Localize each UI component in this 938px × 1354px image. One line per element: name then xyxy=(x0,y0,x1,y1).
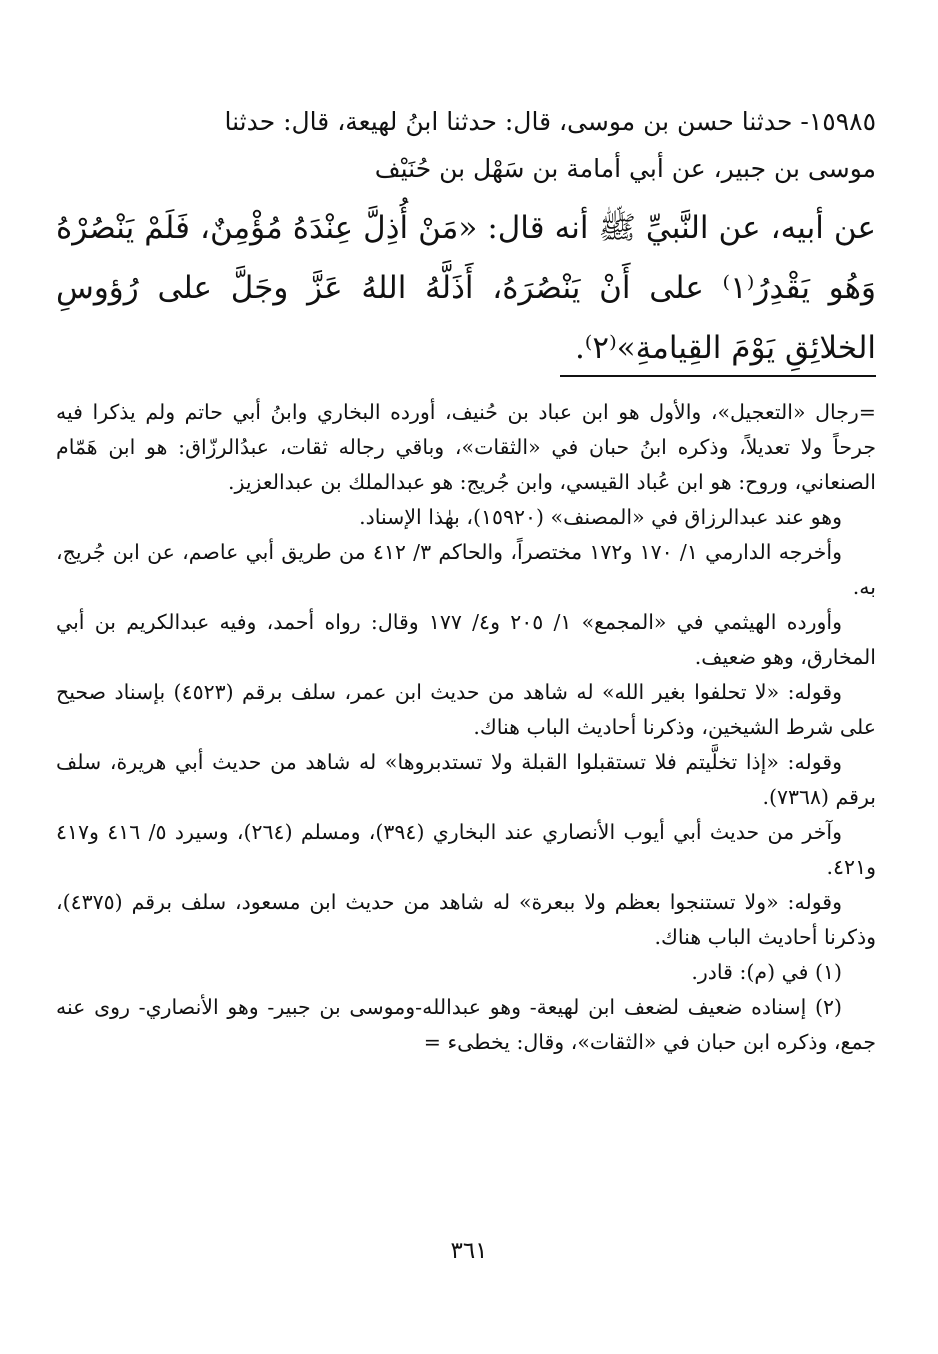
matn-text: عن أبيه، عن النَّبيِّ ﷺ أنه قال: «مَنْ أُذِلَّ عِنْدَهُ مُؤْمِنٌ، فَلَمْ يَنْصُرْهُ وَهُو يَقْدِرُ⁽١⁾ على أَنْ يَنْصُرَهُ، أَذَلَّهُ اللهُ عَزَّ وجَلَّ على رُؤوسِ الخلائِقِ يَوْمَ القِيامةِ»⁽٢⁾. xyxy=(56,210,876,366)
isnad-line-1: ١٥٩٨٥- حدثنا حسن بن موسى، قال: حدثنا ابنُ لهيعة، قال: حدثنا xyxy=(224,107,876,136)
footnote-paragraph: وآخر من حديث أبي أيوب الأنصاري عند البخاري (٣٩٤)، ومسلم (٢٦٤)، وسيرد ٥/ ٤١٦ و٤١٧ و٤٢١. xyxy=(56,820,876,879)
hadith-matn xyxy=(56,198,876,378)
isnad-line-2: موسى بن جبير، عن أبي أمامة بن سَهْل بن حُنَيْف xyxy=(374,154,876,183)
footnote-paragraph: وهو عند عبدالرزاق في «المصنف» (١٥٩٢٠)، بهٰذا الإسناد. xyxy=(359,505,842,529)
footnote-paragraph: وقوله: «إذا تخلَّيتم فلا تستقبلوا القبلة ولا تستدبروها» له شاهد من حديث أبي هريرة، سلف برقم (٧٣٦٨). xyxy=(56,750,876,809)
footnotes-section xyxy=(56,395,876,1060)
footnote-paragraph: وأخرجه الدارمي ١/ ١٧٠ و١٧٢ مختصراً، والحاكم ٣/ ٤١٢ من طريق أبي عاصم، عن ابن جُريج، به. xyxy=(56,540,876,599)
footnote-2: (٢) إسناده ضعيف لضعف ابن لهيعة- وهو عبدالله-وموسى بن جبير- وهو الأنصاري- روى عنه جمع، وذكره ابن حبان في «الثقات»، وقال: يخطىء = xyxy=(56,995,876,1054)
page-number: ٣٦١ xyxy=(450,1238,488,1264)
footnote-separator xyxy=(560,375,876,377)
footnote-1: (١) في (م): قادر. xyxy=(691,960,842,984)
footnote-paragraph: وقوله: «ولا تستنجوا بعظم ولا ببعرة» له شاهد من حديث ابن مسعود، سلف برقم (٤٣٧٥)، وذكرنا أحاديث الباب هناك. xyxy=(56,890,876,949)
hadith-isnad xyxy=(56,98,876,192)
footnote-continuation: =رجال «التعجيل»، والأول هو ابن عباد بن حُنيف، أورده البخاري وابنُ أبي حاتم ولم يذكرا فيه جرحاً ولا تعديلاً، وذكره ابنُ حبان في «الثقات»، وباقي رجاله ثقات، عبدُالرزّاق: هو ابن هَمّام الصنعاني، وروح: هو ابن عُباد القيسي، وابن جُريج: هو عبدالملك بن عبدالعزيز. xyxy=(56,400,876,494)
footnote-paragraph: وأورده الهيثمي في «المجمع» ١/ ٢٠٥ و٤/ ١٧٧ وقال: رواه أحمد، وفيه عبدالكريم بن أبي المخارق، وهو ضعيف. xyxy=(56,610,876,669)
footnote-paragraph: وقوله: «لا تحلفوا بغير الله» له شاهد من حديث ابن عمر، سلف برقم (٤٥٢٣) بإسناد صحيح على شرط الشيخين، وذكرنا أحاديث الباب هناك. xyxy=(56,680,876,739)
